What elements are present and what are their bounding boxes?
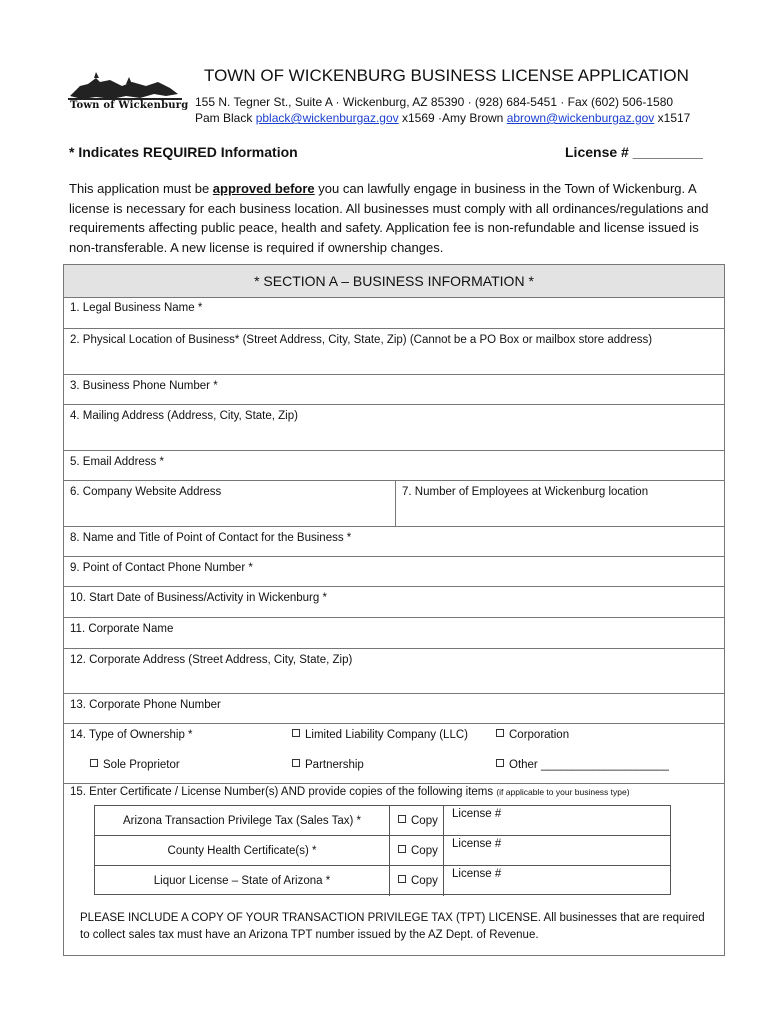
copy-checkbox[interactable]: Copy (398, 845, 438, 857)
table-row: County Health Certificate(s) * Copy License # (95, 836, 670, 866)
form-title: TOWN OF WICKENBURG BUSINESS LICENSE APPLICATION (204, 66, 689, 85)
license-number-field[interactable]: License # (452, 808, 502, 820)
field-corporate-name[interactable]: 11. Corporate Name (64, 618, 724, 649)
contact1-name: Pam Black (195, 111, 253, 125)
contact2-ext: x1517 (657, 111, 691, 125)
certificates-table (94, 805, 671, 895)
field-contact-name[interactable]: 8. Name and Title of Point of Contact for the Business * (64, 527, 724, 557)
license-number-field[interactable]: License # (452, 838, 502, 850)
ownership-type-row (64, 724, 724, 784)
intro-paragraph: This application must be approved before you can lawfully engage in business in the Town of Wickenburg. A license is necessary for each business location. All businesses must comply with all ordinances/regulations and requirements affecting public peace, health and safety. Application fee is non-refundable and license issued is non-transferable. A new license is required if ownership changes. (69, 181, 709, 255)
checkbox-sole-proprietor[interactable] (90, 759, 98, 767)
divider (395, 481, 396, 526)
option-llc[interactable]: Limited Liability Company (LLC) (292, 729, 468, 741)
option-corporation[interactable]: Corporation (496, 729, 569, 741)
option-other[interactable]: Other ____________________ (496, 759, 669, 771)
table-row: Liquor License – State of Arizona * Copy License # (95, 866, 670, 896)
license-number-field[interactable]: License # (452, 868, 502, 880)
contact-line (195, 111, 690, 125)
tpt-note: PLEASE INCLUDE A COPY OF YOUR TRANSACTION PRIVILEGE TAX (TPT) LICENSE. All businesses that are required to collect sales tax must have an Arizona TPT number issued by the AZ Dept. of Revenue. (80, 912, 705, 941)
checkbox-corporation[interactable] (496, 729, 504, 737)
field-website[interactable]: 6. Company Website Address (70, 486, 222, 498)
checkbox-llc[interactable] (292, 729, 300, 737)
table-row: Arizona Transaction Privilege Tax (Sales Tax) * Copy License # (95, 806, 670, 836)
ownership-label: 14. Type of Ownership * (70, 729, 193, 741)
section-a (63, 264, 725, 956)
checkbox-partnership[interactable] (292, 759, 300, 767)
approved-before-emphasis: approved before (212, 181, 315, 196)
logo-caption: Town of Wickenburg (70, 100, 189, 111)
field-legal-name[interactable]: 1. Legal Business Name * (64, 297, 724, 329)
checkbox-other[interactable] (496, 759, 504, 767)
field-contact-phone[interactable]: 9. Point of Contact Phone Number * (64, 557, 724, 587)
field-email[interactable]: 5. Email Address * (64, 451, 724, 481)
certificates-label: 15. Enter Certificate / License Number(s) AND provide copies of the following items (if applicable to your business type) (70, 786, 630, 798)
option-partnership[interactable]: Partnership (292, 759, 364, 771)
field-mailing-address[interactable]: 4. Mailing Address (Address, City, State, Zip) (64, 405, 724, 451)
field-corporate-address[interactable]: 12. Corporate Address (Street Address, City, State, Zip) (64, 649, 724, 694)
contact1-ext: x1569 · (401, 111, 442, 125)
copy-checkbox[interactable]: Copy (398, 815, 438, 827)
section-a-title: * SECTION A – BUSINESS INFORMATION * (64, 265, 724, 298)
field-start-date[interactable]: 10. Start Date of Business/Activity in Wickenburg * (64, 587, 724, 618)
required-note: * Indicates REQUIRED Information (69, 144, 298, 160)
field-physical-location[interactable]: 2. Physical Location of Business* (Street Address, City, State, Zip) (Cannot be a PO Box or mailbox store address) (64, 329, 724, 375)
option-sole-proprietor[interactable]: Sole Proprietor (90, 759, 180, 771)
field-corporate-phone[interactable]: 13. Corporate Phone Number (64, 694, 724, 724)
license-number-label[interactable]: License # _________ (565, 144, 703, 160)
field-business-phone[interactable]: 3. Business Phone Number * (64, 375, 724, 405)
town-logo (66, 72, 189, 118)
copy-checkbox[interactable]: Copy (398, 875, 438, 887)
field-employees[interactable]: 7. Number of Employees at Wickenburg location (402, 486, 649, 498)
contact2-name: Amy Brown (442, 111, 504, 125)
contact1-email-link[interactable]: pblack@wickenburgaz.gov (255, 111, 399, 125)
contact2-email-link[interactable]: abrown@wickenburgaz.gov (506, 111, 655, 125)
website-employees-row (64, 481, 724, 527)
office-address: 155 N. Tegner St., Suite A · Wickenburg, AZ 85390 · (928) 684-5451 · Fax (602) 506-1580 (195, 95, 674, 109)
